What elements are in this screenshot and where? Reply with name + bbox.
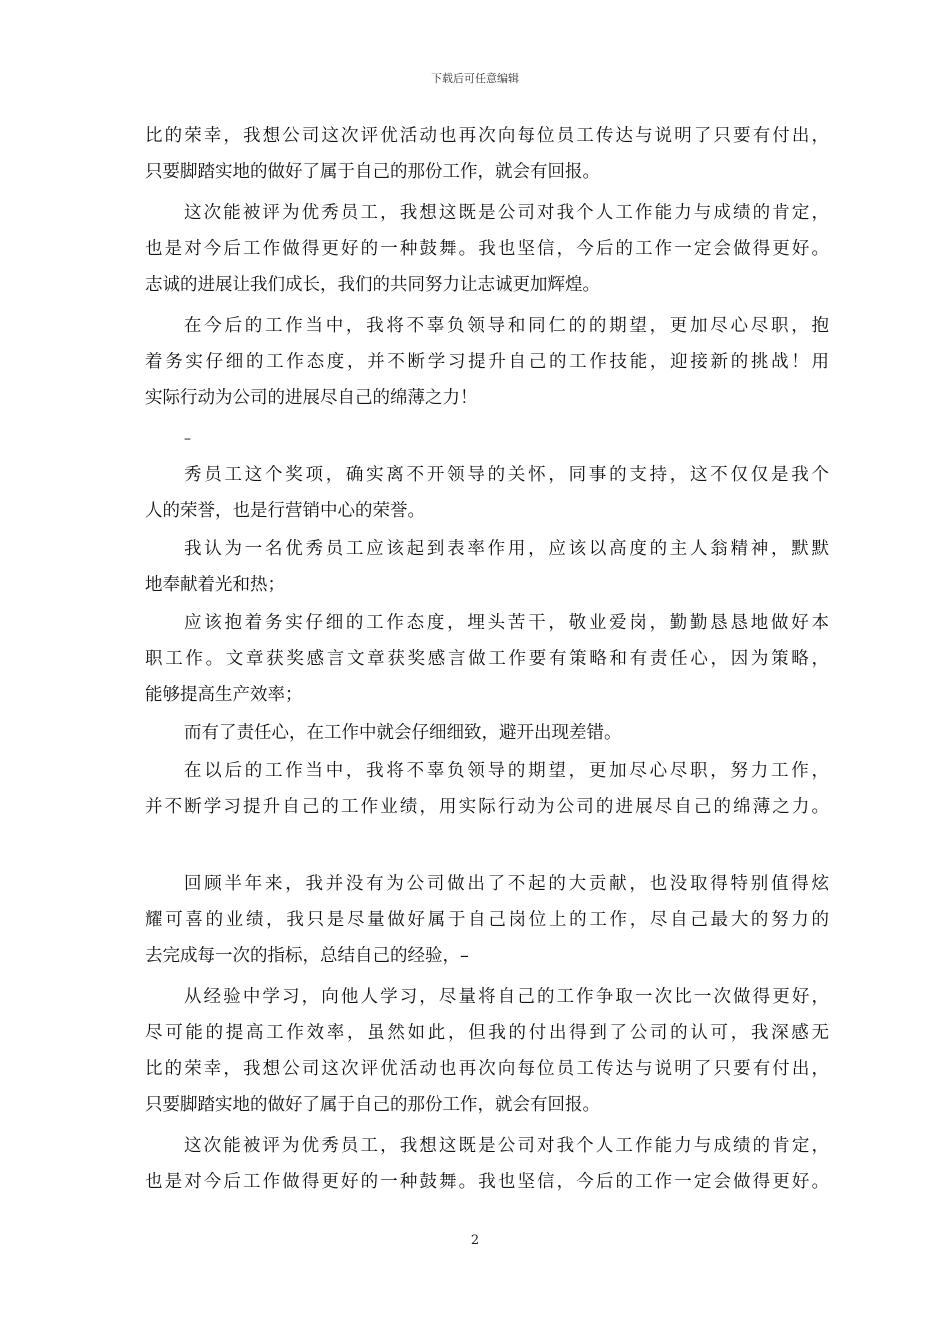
text-line: 我认为一名优秀员工应该起到表率作用，应该以高度的主人翁精神，默默: [184, 539, 829, 559]
text-line: 人的荣誉，也是行营销中心的荣誉。: [145, 501, 425, 521]
text-line: 并不断学习提升自己的工作业绩，用实际行动为公司的进展尽自己的绵薄之力。: [145, 797, 829, 817]
text-line: 尽可能的提高工作效率，虽然如此，但我的付出得到了公司的认可，我深感无: [145, 1023, 829, 1043]
text-line: 秀员工这个奖项，确实离不开领导的关怀，同事的支持，这不仅仅是我个: [184, 465, 829, 485]
text-line: 这次能被评为优秀员工，我想这既是公司对我个人工作能力与成绩的肯定，: [184, 1136, 829, 1156]
text-line: 地奉献着光和热；: [145, 575, 285, 595]
page-number: 2: [470, 1233, 480, 1248]
text-line: 比的荣幸，我想公司这次评优活动也再次向每位员工传达与说明了只要有付出，: [145, 1059, 829, 1079]
text-line: 只要脚踏实地的做好了属于自己的那份工作，就会有回报。: [145, 1095, 600, 1115]
page-header: 下载后可任意编辑: [431, 72, 519, 85]
text-line: 耀可喜的业绩，我只是尽量做好属于自己岗位上的工作，尽自己最大的努力的: [145, 910, 829, 930]
text-line: 比的荣幸，我想公司这次评优活动也再次向每位员工传达与说明了只要有付出，: [145, 126, 829, 146]
text-line: 这次能被评为优秀员工，我想这既是公司对我个人工作能力与成绩的肯定，: [184, 203, 829, 223]
text-line: 能够提高生产效率；: [145, 685, 303, 705]
text-line: 回顾半年来，我并没有为公司做出了不起的大贡献，也没取得特别值得炫: [184, 874, 829, 894]
dash-separator: –: [184, 431, 191, 447]
text-line: 而有了责任心，在工作中就会仔细细致，避开出现差错。: [184, 723, 622, 743]
text-line: 也是对今后工作做得更好的一种鼓舞。我也坚信，今后的工作一定会做得更好。: [145, 1172, 829, 1192]
text-line: 志诚的进展让我们成长，我们的共同努力让志诚更加辉煌。: [145, 275, 600, 295]
text-line: 应该抱着务实仔细的工作态度，埋头苦干，敬业爱岗，勤勤恳恳地做好本: [184, 613, 829, 633]
text-line: 在今后的工作当中，我将不辜负领导和同仁的的期望，更加尽心尽职，抱: [184, 316, 829, 336]
text-line: 实际行动为公司的进展尽自己的绵薄之力！: [145, 388, 478, 408]
text-line: 在以后的工作当中，我将不辜负领导的期望，更加尽心尽职，努力工作，: [184, 761, 829, 781]
text-line: 去完成每一次的指标，总结自己的经验，–: [145, 946, 469, 966]
text-line: 只要脚踏实地的做好了属于自己的那份工作，就会有回报。: [145, 162, 600, 182]
text-line: 从经验中学习，向他人学习，尽量将自己的工作争取一次比一次做得更好，: [184, 987, 829, 1007]
text-line: 职工作。文章获奖感言文章获奖感言做工作要有策略和有责任心，因为策略，: [145, 649, 829, 669]
text-line: 着务实仔细的工作态度，并不断学习提升自己的工作技能，迎接新的挑战！用: [145, 352, 829, 372]
text-line: 也是对今后工作做得更好的一种鼓舞。我也坚信，今后的工作一定会做得更好。: [145, 239, 829, 259]
